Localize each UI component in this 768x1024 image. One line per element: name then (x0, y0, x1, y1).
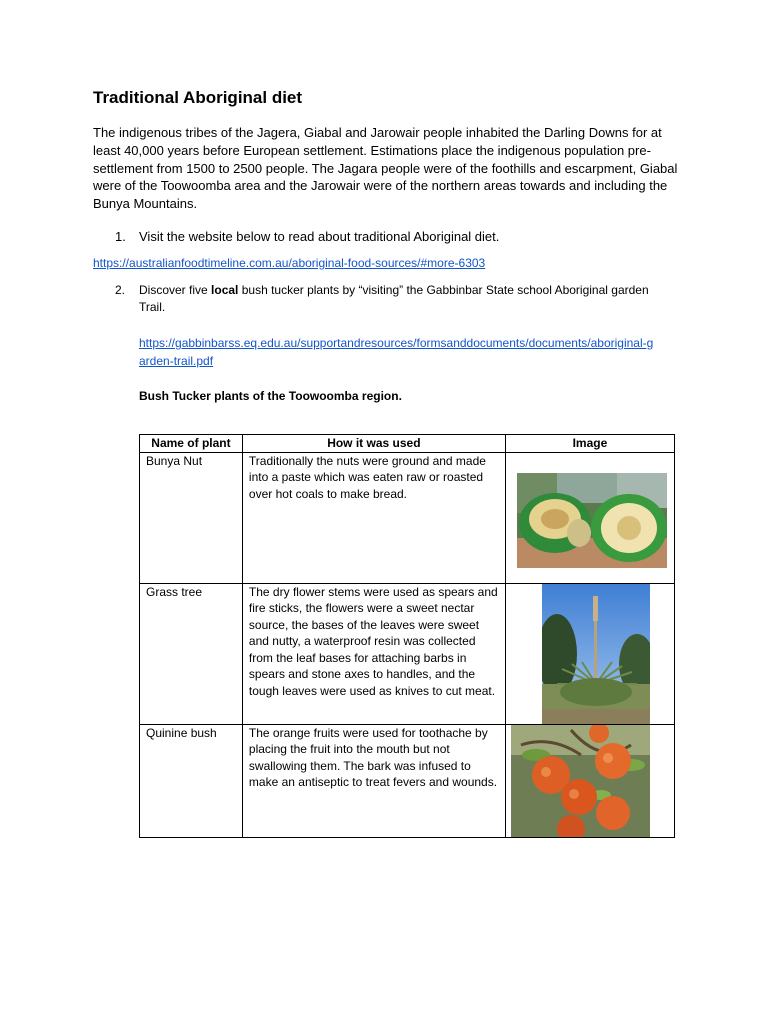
table-header-row (140, 435, 675, 453)
step-2-text-after: bush tucker plants by “visiting” the Gabbinbar State school Aboriginal garden Trail. (139, 283, 649, 314)
garden-trail-link[interactable]: https://gabbinbarss.eq.edu.au/supportandresources/formsanddocuments/documents/aboriginal-garden-trail.pdf (139, 336, 654, 368)
step-2 (115, 282, 655, 316)
header-image: Image (505, 435, 674, 453)
step-1 (115, 228, 499, 245)
bush-tucker-table (139, 434, 675, 838)
table-row (140, 724, 675, 837)
plant-image-cell (505, 583, 674, 724)
step-1-number: 1. (115, 229, 126, 244)
intro-paragraph: The indigenous tribes of the Jagera, Giabal and Jarowair people inhabited the Darling Downs for at least 40,000 years before European settlement. Estimations place the indigenous population pre-settlement from 1500 to 2500 people. The Jagara people were of the foothills and escarpment, Giabal were of the Toowoomba area and the Jarowair were of the northern areas towards and including the Bunya Mountains. (93, 125, 678, 212)
table-heading: Bush Tucker plants of the Toowoomba region. (139, 389, 402, 403)
plant-image-cell (505, 724, 674, 837)
plant-name: Bunya Nut (140, 452, 243, 583)
plant-image-cell (505, 452, 674, 583)
table-row (140, 452, 675, 583)
grass-tree-photo-icon (542, 584, 650, 724)
step-1-text: Visit the website below to read about traditional Aboriginal diet. (139, 229, 500, 244)
plant-name: Grass tree (140, 583, 243, 724)
plant-name: Quinine bush (140, 724, 243, 837)
quinine-bush-photo-icon (511, 725, 650, 837)
step-2-text-before: Discover five (139, 283, 212, 297)
step-2-text (139, 282, 655, 316)
header-name: Name of plant (140, 435, 243, 453)
bunya-nut-photo-icon (517, 473, 667, 568)
header-use: How it was used (242, 435, 505, 453)
table-row (140, 583, 675, 724)
food-timeline-link[interactable]: https://australianfoodtimeline.com.au/aboriginal-food-sources/#more-6303 (93, 256, 486, 270)
step-2-number: 2. (115, 283, 126, 297)
plant-use: Traditionally the nuts were ground and made into a paste which was eaten raw or roasted over hot coals to make bread. (242, 452, 505, 583)
step-2-text-bold: local (211, 283, 239, 297)
plant-use: The orange fruits were used for toothache by placing the fruit into the mouth but not swallowing them. The bark was infused to make an antiseptic to treat fevers and wounds. (242, 724, 505, 837)
page-title: Traditional Aboriginal diet (93, 88, 303, 107)
plant-use: The dry flower stems were used as spears and fire sticks, the flowers were a sweet nectar source, the bases of the leaves were sweet and nutty, a waterproof resin was collected from the leaf bases for attaching barbs in spears and stone axes to handles, and the tough leaves were used as knives to cut meat. (242, 583, 505, 724)
